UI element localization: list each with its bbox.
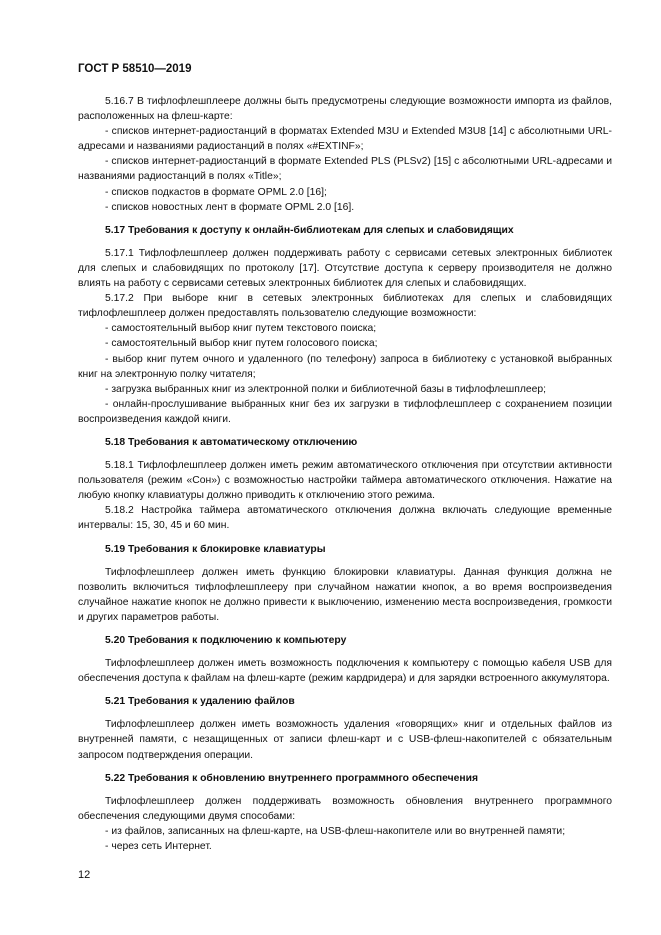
paragraph: Тифлофлешплеер должен иметь функцию блокировки клавиатуры. Данная функция должна не позволить включиться тифлофлешплееру при случайном нажатии кнопок, а во время воспроизведения случайное нажатие кнопок не должно привести к выключению, изменению места воспроизведения, громкости и других параметров работы. [78,566,612,623]
page-number: 12 [78,869,91,881]
list-item: - через сеть Интернет. [105,841,212,853]
section-heading: 5.17 Требования к доступу к онлайн-библиотекам для слепых и слабовидящих [105,224,514,236]
list-item: - списков интернет-радиостанций в формате Extended PLS (PLSv2) [15] с абсолютными URL-адресами и названиями радиостанций в полях «Title»; [78,156,612,183]
paragraph: 5.18.1 Тифлофлешплеер должен иметь режим автоматического отключения при отсутствии активности пользователя (режим «Сон») с возможностью настройки таймера автоматического отключения. Нажатие на любую кнопку клавиатуры должно приводить к отключению этого режима. [78,460,612,502]
document-header: ГОСТ Р 58510—2019 [78,63,192,75]
paragraph: Тифлофлешплеер должен поддерживать возможность обновления внутреннего программного обеспечения следующими двумя способами: [78,795,612,822]
list-item: - онлайн-прослушивание выбранных книг без их загрузки в тифлофлешплеер с сохранением позиции воспроизведения каждой книги. [78,398,612,425]
section-heading: 5.19 Требования к блокировке клавиатуры [105,543,326,555]
list-item: - выбор книг путем очного и удаленного (по телефону) запроса в библиотеку с установкой выбранных книг на электронную полку читателя; [78,353,612,380]
list-item: - загрузка выбранных книг из электронной полки и библиотечной базы в тифлофлешплеер; [105,383,547,395]
section-heading: 5.20 Требования к подключению к компьютеру [105,635,347,646]
paragraph: 5.18.2 Настройка таймера автоматического отключения должна включать следующие временные интервалы: 15, 30, 45 и 60 мин. [78,505,612,532]
paragraph: Тифлофлешплеер должен иметь возможность удаления «говорящих» книг и отдельных файлов из внутренней памяти, с незащищенных от записи флеш-карт и с USB-флеш-накопителей с обязательным запросом подтверждения операции. [78,719,612,761]
section-heading: 5.18 Требования к автоматическому отключению [105,436,358,448]
list-item: - списков интернет-радиостанций в форматах Extended M3U и Extended M3U8 [14] с абсолютными URL-адресами и названиями радиостанций в полях «#EXTINF»; [78,126,612,153]
list-item: - из файлов, записанных на флеш-карте, на USB-флеш-накопителе или во внутренней памяти; [105,825,566,837]
paragraph: 5.17.2 При выборе книг в сетевых электронных библиотеках для слепых и слабовидящих тифлофлешплеер должен предоставлять пользователю следующие возможности: [78,293,612,320]
list-item: - списков новостных лент в формате OPML 2.0 [16]. [105,201,355,213]
section-heading: 5.21 Требования к удалению файлов [105,696,295,708]
paragraph: 5.16.7 В тифлофлешплеере должны быть предусмотрены следующие возможности импорта из файлов, расположенных на флеш-карте: [78,96,612,123]
list-item: - списков подкастов в формате OPML 2.0 [16]; [105,186,327,198]
list-item: - самостоятельный выбор книг путем голосового поиска; [105,338,378,350]
section-heading: 5.22 Требования к обновлению внутреннего программного обеспечения [105,772,479,784]
paragraph: 5.17.1 Тифлофлешплеер должен поддерживать работу с сервисами сетевых электронных библиотек для слепых и слабовидящих по протоколу [17]. Отсутствие доступа к серверу производителя не должно влиять на работу с сервисами сетевых электронных библиотек для слепых и слабовидящих. [78,247,612,290]
document-body [78,94,612,854]
paragraph: Тифлофлешплеер должен иметь возможность подключения к компьютеру с помощью кабеля USB для обеспечения доступа к файлам на флеш-карте (режим кардридера) и для зарядки встроенного аккумулятора. [78,658,612,685]
list-item: - самостоятельный выбор книг путем текстового поиска; [105,323,377,335]
